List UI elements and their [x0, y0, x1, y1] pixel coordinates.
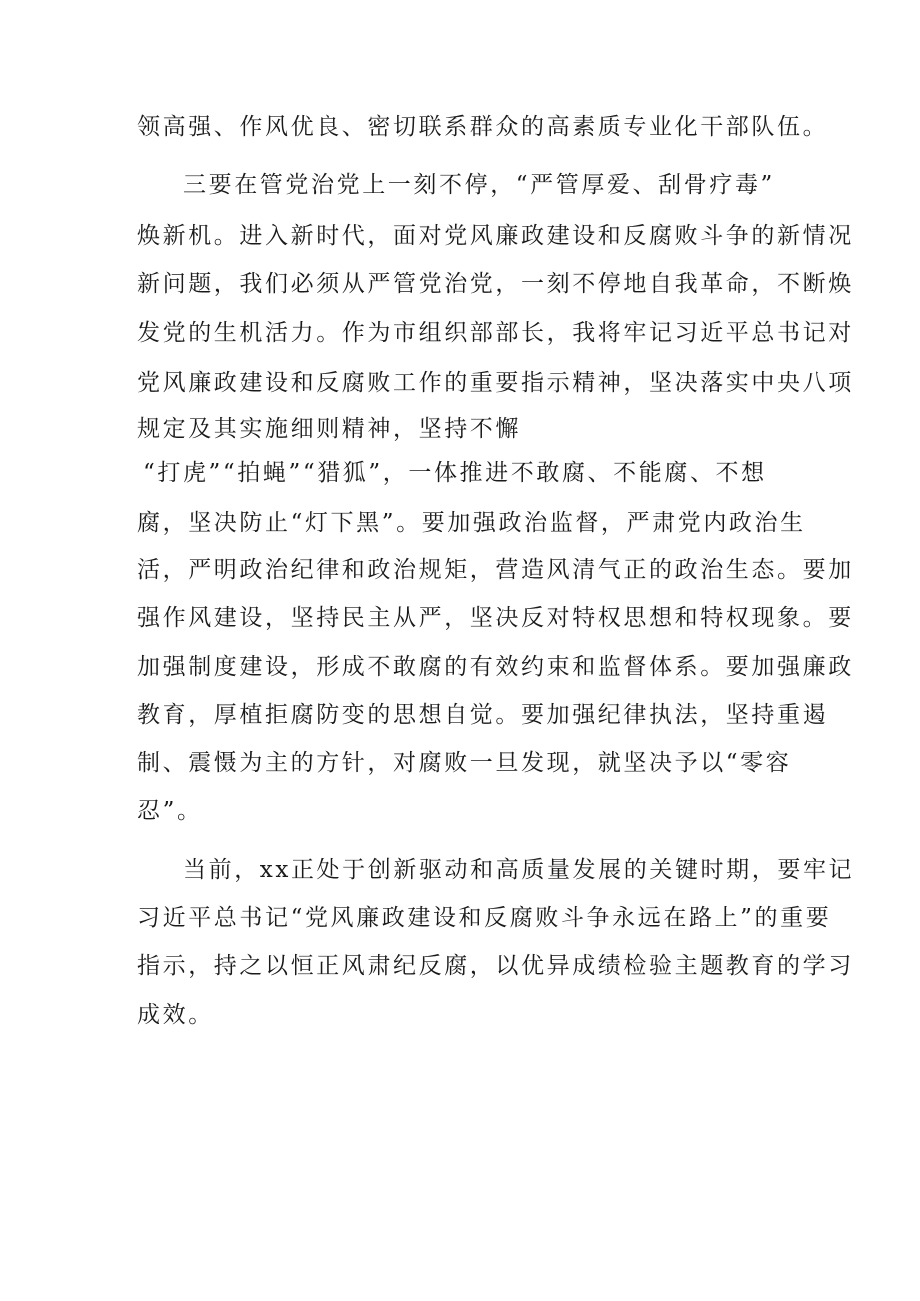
- paragraph-2-line-12: 教育，厚植拒腐防变的思想自觉。要加强纪律执法，坚持重遏: [137, 702, 829, 728]
- paragraph-2-line-13: 制、震慑为主的方针，对腐败一旦发现，就坚决予以“零容: [137, 750, 792, 776]
- paragraph-2-line-10: 强作风建设，坚持民主从严，坚决反对特权思想和特权现象。要: [137, 605, 854, 631]
- paragraph-2-line-3: 新问题，我们必须从严管党治党，一刻不停地自我革命，不断焕: [137, 271, 854, 297]
- paragraph-2-line-9: 活，严明政治纪律和政治规矩，营造风清气正的政治生态。要加: [137, 557, 854, 583]
- paragraph-1-line-1: 领高强、作风优良、密切联系群众的高素质专业化干部队伍。: [137, 114, 829, 140]
- paragraph-2-line-1: 三要在管党治党上一刻不停，“严管厚爱、刮骨疗毒”: [183, 172, 775, 198]
- paragraph-3-line-1: 当前，xx正处于创新驱动和高质量发展的关键时期，要牢记: [183, 857, 855, 883]
- paragraph-3-line-2: 习近平总书记“党风廉政建设和反腐败斗争永远在路上”的重要: [137, 905, 832, 931]
- paragraph-2-line-4: 发党的生机活力。作为市组织部部长，我将牢记习近平总书记对: [137, 320, 854, 346]
- paragraph-2-line-14: 忍”。: [137, 798, 203, 824]
- paragraph-2-line-6: 规定及其实施细则精神，坚持不懈: [137, 416, 521, 442]
- paragraph-2-line-7: “打虎”“拍蝇”“猎狐”，一体推进不敢腐、不能腐、不想: [143, 460, 767, 486]
- paragraph-2-line-8: 腐，坚决防止“灯下黑”。要加强政治监督，严肃党内政治生: [137, 510, 806, 536]
- paragraph-2-line-2: 焕新机。进入新时代，面对党风廉政建设和反腐败斗争的新情况: [137, 223, 854, 249]
- paragraph-2-line-11: 加强制度建设，形成不敢腐的有效约束和监督体系。要加强廉政: [137, 654, 854, 680]
- paragraph-3-line-3: 指示，持之以恒正风肃纪反腐，以优异成绩检验主题教育的学习: [137, 953, 854, 979]
- paragraph-3-line-4: 成效。: [137, 1002, 214, 1028]
- paragraph-2-line-5: 党风廉政建设和反腐败工作的重要指示精神，坚决落实中央八项: [137, 370, 854, 396]
